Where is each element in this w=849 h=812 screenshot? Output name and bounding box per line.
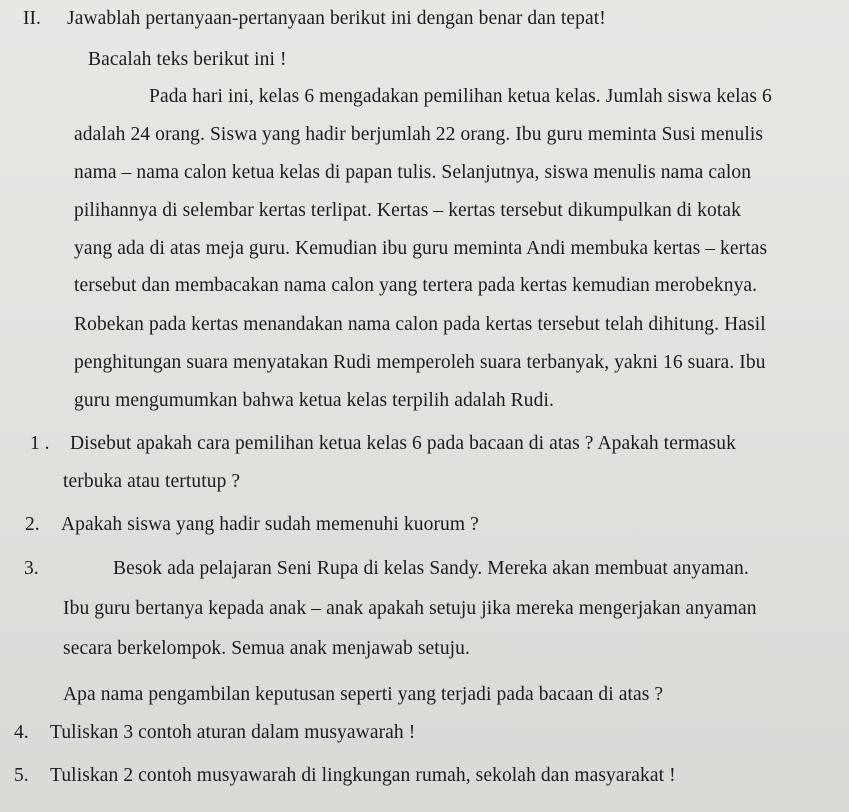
question-text: Apakah siswa yang hadir sudah memenuhi kuorum ? (61, 514, 479, 535)
intro-instruction: Bacalah teks berikut ini ! (88, 49, 287, 70)
question-text: terbuka atau tertutup ? (63, 471, 241, 492)
passage-line: nama – nama calon ketua kelas di papan tulis. Selanjutnya, siswa menulis nama calon (74, 162, 752, 183)
section-title: Jawablah pertanyaan-pertanyaan berikut ini dengan benar dan tepat! (67, 8, 606, 29)
passage-line: tersebut dan membacakan nama calon yang tertera pada kertas kemudian merobeknya. (74, 275, 758, 296)
question-text: Apa nama pengambilan keputusan seperti yang terjadi pada bacaan di atas ? (63, 684, 664, 705)
section-numeral: II. (23, 8, 41, 29)
question-number: 5. (14, 765, 29, 786)
question-text: secara berkelompok. Semua anak menjawab setuju. (63, 638, 471, 659)
passage-line: guru mengumumkan bahwa ketua kelas terpilih adalah Rudi. (74, 390, 554, 411)
question-text: Tuliskan 2 contoh musyawarah di lingkungan rumah, sekolah dan masyarakat ! (50, 765, 676, 786)
passage-line: penghitungan suara menyatakan Rudi memperoleh suara terbanyak, yakni 16 suara. Ibu (74, 352, 766, 373)
passage-line: Pada hari ini, kelas 6 mengadakan pemilihan ketua kelas. Jumlah siswa kelas 6 (149, 86, 772, 107)
question-number: 3. (24, 558, 39, 579)
passage-line: adalah 24 orang. Siswa yang hadir berjumlah 22 orang. Ibu guru meminta Susi menulis (74, 124, 764, 145)
question-number: 1 . (30, 433, 50, 454)
passage-line: pilihannya di selembar kertas terlipat. Kertas – kertas tersebut dikumpulkan di kotak (74, 200, 741, 221)
question-number: 2. (25, 514, 40, 535)
question-text: Besok ada pelajaran Seni Rupa di kelas Sandy. Mereka akan membuat anyaman. (113, 558, 749, 579)
question-text: Disebut apakah cara pemilihan ketua kelas 6 pada bacaan di atas ? Apakah termasuk (70, 433, 736, 454)
passage-line: yang ada di atas meja guru. Kemudian ibu guru meminta Andi membuka kertas – kertas (74, 238, 768, 259)
question-text: Tuliskan 3 contoh aturan dalam musyawarah ! (50, 722, 416, 743)
passage-line: Robekan pada kertas menandakan nama calon pada kertas tersebut telah dihitung. Hasil (74, 314, 766, 335)
question-text: Ibu guru bertanya kepada anak – anak apakah setuju jika mereka mengerjakan anyaman (63, 598, 757, 619)
question-number: 4. (14, 722, 29, 743)
